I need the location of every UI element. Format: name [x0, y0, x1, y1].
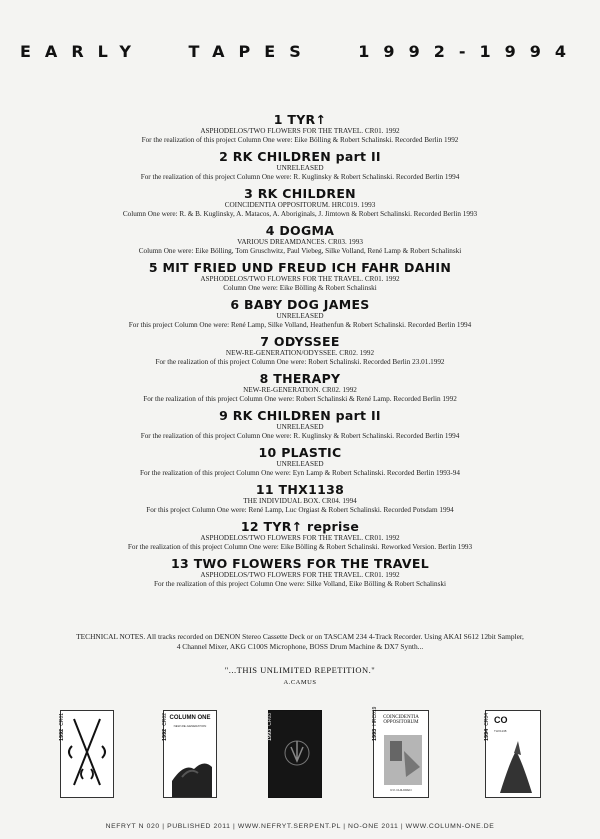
cover-cr03 — [268, 710, 322, 798]
cover-year: 1993 — [372, 728, 378, 741]
cover-code: HRC019 — [372, 706, 378, 726]
track-release: UNRELEASED — [276, 164, 324, 172]
cover-code: CR04 — [484, 712, 490, 726]
track-credits: For the realization of this project Column One were: Eyn Lamp & Robert Schalinski. Recorded Berlin 1993-94 — [140, 469, 460, 477]
track-credits: For the realization of this project Column One were: Eike Bölling & Robert Schalinski. Recorded Berlin 1992 — [141, 136, 459, 144]
cover-gallery — [0, 706, 600, 810]
emblem-icon — [269, 711, 321, 797]
cover-spine-label — [484, 681, 490, 741]
cover-spine-label — [372, 681, 378, 741]
track-title: 13 TWO FLOWERS FOR THE TRAVEL — [171, 556, 429, 571]
cover-code: CR02 — [162, 712, 168, 726]
track-item — [0, 519, 600, 552]
cover-year: 1994 — [484, 728, 490, 741]
track-credits: Column One were: R. & B. Kuglinsky, A. Matacos, A. Aboriginals, J. Jimtown & Robert Schalinski. Recorded Berlin 1993 — [122, 210, 478, 218]
track-release: ASPHODELOS/TWO FLOWERS FOR THE TRAVEL. CR01. 1992 — [200, 534, 400, 542]
track-release: THE INDIVIDUAL BOX. CR04. 1994 — [243, 497, 357, 505]
cover-cr02 — [163, 710, 217, 798]
track-title: 4 DOGMA — [265, 223, 335, 238]
technical-notes-line: TECHNICAL NOTES. All tracks recorded on DENON Stereo Cassette Deck or on TASCAM 234 4-Track Recorder. Using AKAI S612 12bit Sampler, — [76, 632, 524, 641]
track-release: ASPHODELOS/TWO FLOWERS FOR THE TRAVEL. CR01. 1992 — [200, 571, 400, 579]
track-item — [0, 445, 600, 478]
cover-spine-label — [162, 681, 168, 741]
technical-notes-line: 4 Channel Mixer, AKG C100S Microphone, BOSS Drum Machine & DX7 Synth... — [176, 641, 424, 651]
track-credits: For the realization of this project Column One were: R. Kuglinsky & Robert Schalinski. Recorded Berlin 1994 — [140, 432, 460, 440]
cover-heading: COLUMN ONE — [169, 715, 211, 721]
track-title: 2 RK CHILDREN part II — [219, 149, 381, 164]
cover-subtitle: THX1138 — [494, 729, 507, 733]
cover-heading: CO — [494, 715, 508, 725]
track-release: UNRELEASED — [276, 423, 324, 431]
track-item — [0, 371, 600, 404]
track-item — [0, 408, 600, 441]
cover-year: 1992 — [59, 728, 65, 741]
track-credits: For the realization of this project Column One were: Silke Volland, Eike Bölling & Robert Schalinski — [154, 580, 446, 588]
track-title: 11 THX1138 — [255, 482, 345, 497]
track-item — [0, 297, 600, 330]
track-release: ASPHODELOS/TWO FLOWERS FOR THE TRAVEL. CR01. 1992 — [200, 275, 400, 283]
cover-year: 1993 — [267, 728, 273, 741]
track-release: UNRELEASED — [276, 312, 324, 320]
track-credits: Column One were: Eike Bölling, Tom Gruschwitz, Paul Viebeg, Silke Volland, René Lamp & Robert Schalinski — [138, 247, 462, 255]
track-title: 6 BABY DOG JAMES — [230, 297, 370, 312]
cover-code: CR01 — [59, 712, 65, 726]
track-title: 3 RK CHILDREN — [244, 186, 356, 201]
track-release: NEW-RE-GENERATION. CR02. 1992 — [243, 386, 357, 394]
track-credits: For this project Column One were: René Lamp, Luc Orgiast & Robert Schalinski. Recorded Potsdam 1994 — [146, 506, 454, 514]
cover-subtitle: NEW-RE-GENERATION — [173, 724, 207, 728]
track-title: 5 MIT FRIED UND FREUD ICH FAHR DAHIN — [148, 260, 452, 275]
track-release: ASPHODELOS/TWO FLOWERS FOR THE TRAVEL. CR01. 1992 — [200, 127, 400, 135]
track-release: UNRELEASED — [276, 460, 324, 468]
track-credits: For the realization of this project Column One were: Eike Bölling & Robert Schalinski. Reworked Version. Berlin 1993 — [127, 543, 473, 551]
quote-author: A.CAMUS — [283, 679, 317, 686]
track-title: 9 RK CHILDREN part II — [219, 408, 381, 423]
track-list — [0, 112, 600, 593]
track-title: 7 ODYSSEE — [260, 334, 340, 349]
cross-emblem-icon — [61, 711, 113, 797]
track-item — [0, 556, 600, 589]
technical-notes — [60, 632, 540, 651]
cover-heading: COINCIDENTIA OPPOSITORUM — [383, 715, 419, 725]
page-title: EARLY TAPES 1992-1994 — [20, 42, 580, 61]
track-item — [0, 334, 600, 367]
track-credits: Column One were: Eike Bölling & Robert Schalinski — [223, 284, 377, 292]
track-item — [0, 482, 600, 515]
track-credits: For the realization of this project Column One were: Robert Schalinski & René Lamp. Recorded Berlin 1992 — [143, 395, 457, 403]
cover-year: 1992 — [162, 728, 168, 741]
track-item — [0, 223, 600, 256]
track-item — [0, 149, 600, 182]
track-title: 8 THERAPY — [259, 371, 341, 386]
cover-spine-label — [59, 681, 65, 741]
track-credits: For the realization of this project Column One were: R. Kuglinsky & Robert Schalinski. Recorded Berlin 1994 — [140, 173, 460, 181]
cover-code: CR03 — [267, 712, 273, 726]
cover-subtitle: R.K.CHILDREN — [390, 788, 412, 792]
cover-cr04 — [485, 710, 541, 798]
cover-hrc019 — [372, 706, 429, 798]
track-title: 10 PLASTIC — [258, 445, 342, 460]
track-item — [0, 260, 600, 293]
track-release: VARIOUS DREAMDANCES. CR03. 1993 — [237, 238, 363, 246]
cover-cr01 — [60, 710, 114, 798]
track-item — [0, 112, 600, 145]
track-credits: For this project Column One were: René Lamp, Silke Volland, Heathenfun & Robert Schalinski. Recorded Berlin 1994 — [128, 321, 472, 329]
track-title: 1 TYR↑ — [273, 112, 327, 127]
track-title: 12 TYR↑ reprise — [240, 519, 360, 534]
cover-spine-label — [267, 681, 273, 741]
track-release: NEW-RE-GENERATION/ODYSSEE. CR02. 1992 — [225, 349, 375, 357]
track-credits: For the realization of this project Column One were: Robert Schalinski. Recorded Berlin 23.01.1992 — [155, 358, 445, 366]
track-item — [0, 186, 600, 219]
footer-credits: NEFRYT N 020 | PUBLISHED 2011 | WWW.NEFRYT.SERPENT.PL | NO-ONE 2011 | WWW.COLUMN-ONE.DE — [105, 823, 495, 830]
quote-text: "...THIS UNLIMITED REPETITION." — [224, 665, 376, 675]
track-release: COINCIDENTIA OPPOSITORUM. HRC019. 1993 — [224, 201, 376, 209]
